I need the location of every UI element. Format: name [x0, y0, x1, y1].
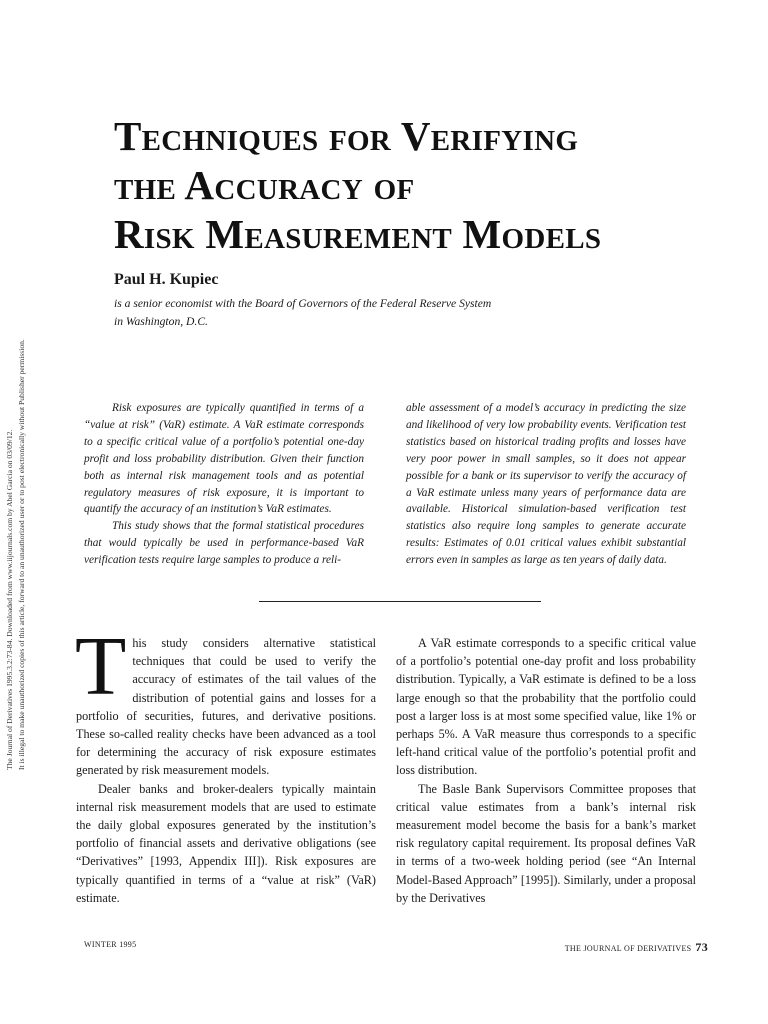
affiliation-line-2: in Washington, D.C.	[114, 315, 208, 328]
body-left-column	[75, 620, 376, 907]
abstract-paragraph: able assessment of a model’s accuracy in predicting the size and likelihood of very low probability events. Verification test statistics based on historical trading profits and losses have very poor power in small samples, so it does not appear possible for a bank or its supervisor to verify the accuracy of a VaR estimate unless many years of performance data are available. Historical simulation-based verification test statistics also require long samples to generate accurate results: Estimates of 0.01 critical values exhibit substantial errors even in samples as large as ten years of daily data.	[406, 402, 686, 567]
body-paragraph: Dealer banks and broker-dealers typically maintain internal risk measurement models that are used to estimate the daily global exposures generated by the institution’s portfolio of financial assets and derivative obligations (see “Derivatives” [1993, Appendix III]). Risk exposures are typically quantified in terms of a “value at risk” (VaR) estimate.	[76, 781, 376, 905]
title-line-1: Techniques for Verifying	[114, 113, 579, 159]
footer-journal	[565, 940, 708, 955]
body-paragraph: The Basle Bank Supervisors Committee proposes that critical value estimates from a bank’s internal risk measurement model become the basis for a bank’s market risk regulatory capital requirement. Its proposal defines VaR in terms of a two-week holding period (see “An Internal Model-Based Approach” [1995]). Similarly, under a proposal by the Derivatives	[396, 781, 696, 905]
download-notice	[2, 250, 30, 770]
footer-journal-name: THE JOURNAL OF DERIVATIVES	[564, 944, 692, 953]
title-line-2: the Accuracy of	[114, 162, 415, 208]
abstract-paragraph: This study shows that the formal statistical procedures that would typically be used in performance-based VaR verification tests require large samples to produce a reli-	[84, 520, 364, 567]
title-line-3: Risk Measurement Models	[114, 211, 602, 257]
abstract-paragraph: Risk exposures are typically quantified in terms of a “value at risk” (VaR) estimate. A VaR estimate corresponds to a specific critical value of a portfolio’s potential one-day profit and loss probability distribution. Given their function both as internal risk management tools and as potential regulatory measures of risk exposure, it is important to quantify the accuracy of an institution’s VaR estimates.	[84, 402, 364, 516]
author-affiliation	[114, 295, 554, 331]
article-title	[114, 112, 734, 259]
section-divider	[259, 601, 541, 602]
abstract-right-column	[406, 400, 686, 569]
drop-cap: T	[75, 620, 127, 713]
body-paragraph	[75, 620, 376, 780]
footer-issue: WINTER 1995	[84, 940, 137, 949]
body-right-column	[396, 634, 696, 907]
page-number: 73	[695, 940, 708, 954]
body-paragraph: A VaR estimate corresponds to a specific critical value of a portfolio’s potential one-day profit and loss probability distribution. Typically, a VaR estimate is defined to be a loss large enough so that the probability that the portfolio could post a larger loss is at most some specified value, like 1% or perhaps 5%. A VaR measure thus corresponds to a specific left-hand critical value of the portfolio’s potential profit and loss distribution.	[396, 636, 696, 778]
affiliation-line-1: is a senior economist with the Board of Governors of the Federal Reserve System	[114, 297, 492, 310]
abstract-left-column	[84, 400, 364, 569]
download-notice-line-2: It is illegal to make unauthorized copies of this article, forward to an unauthorized user or to post electronically without Publisher permission.	[17, 339, 26, 770]
download-notice-line-1: The Journal of Derivatives 1995.3.2:73-84. Downloaded from www.iijournals.com by Abel Garcia on 03/09/12.	[5, 429, 14, 770]
body-paragraph-text: his study considers alternative statistical techniques that could be used to verify the accuracy of estimates of the tail values of the distribution of potential gains and losses for a portfolio of securities, futures, and derivative positions. These so-called reality checks have been advanced as a tool for determining the accuracy of risk exposure estimates generated by risk measurement models.	[76, 636, 376, 778]
author-name: Paul H. Kupiec	[114, 271, 219, 288]
